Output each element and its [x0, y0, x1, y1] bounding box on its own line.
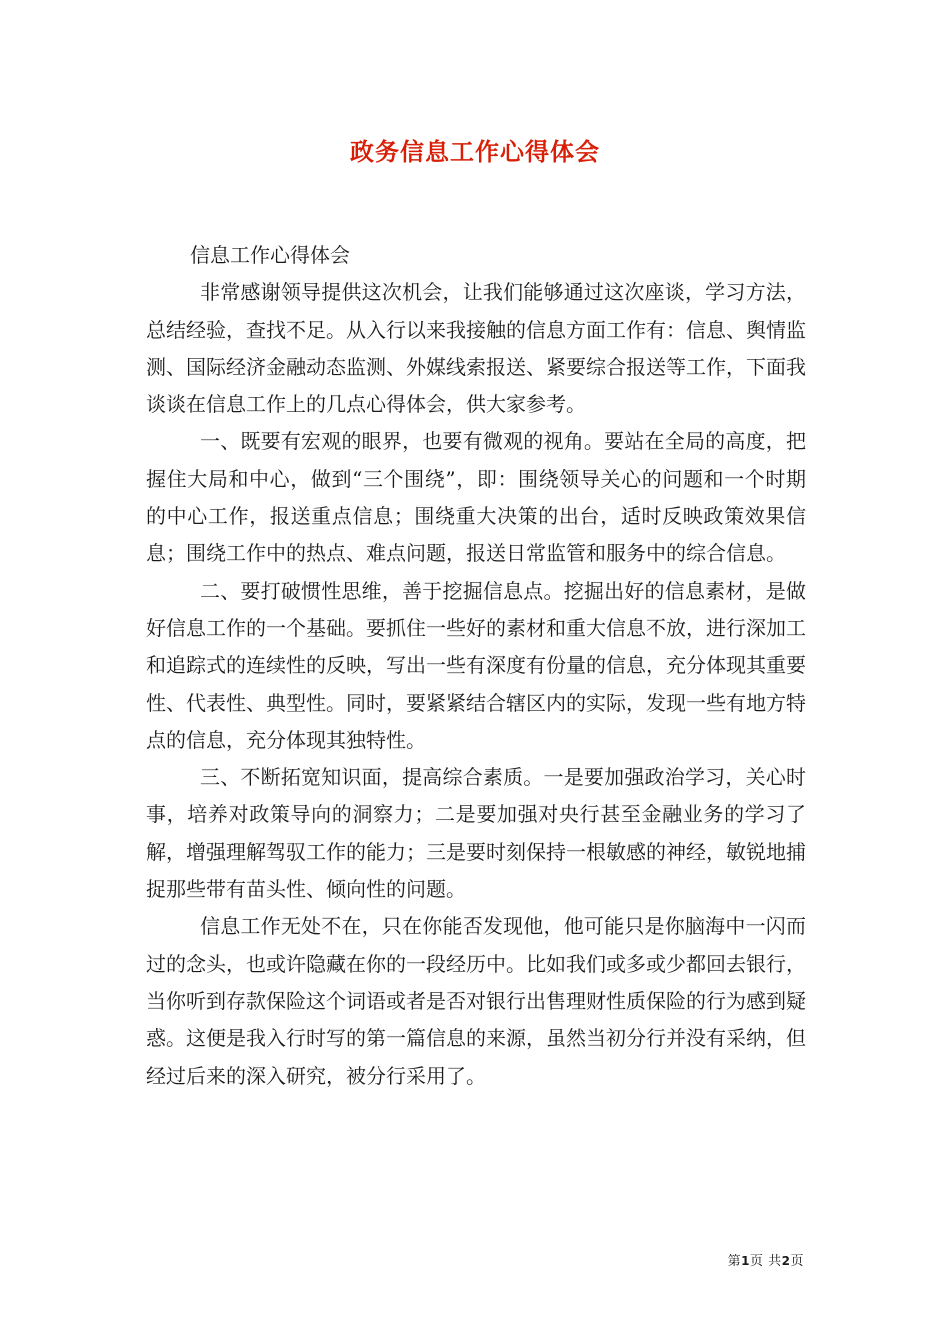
- document-title: 政务信息工作心得体会: [350, 137, 600, 166]
- footer-suffix: 页: [790, 1254, 804, 1269]
- paragraph-point-three: 三、不断拓宽知识面，提高综合素质。一是要加强政治学习，关心时事，培养对政策导向的洞察力；二是要加强对央行甚至金融业务的学习了解，增强理解驾驭工作的能力；三是要时刻保持一根敏感的神经，敏锐地捕捉那些带有苗头性、倾向性的问题。: [146, 765, 806, 902]
- footer-middle: 页 共: [749, 1254, 782, 1269]
- document-subheading: 信息工作心得体会: [190, 243, 350, 267]
- paragraph-intro: 非常感谢领导提供这次机会，让我们能够通过这次座谈，学习方法，总结经验，查找不足。从入行以来我接触的信息方面工作有：信息、舆情监测、国际经济金融动态监测、外媒线索报送、紧要综合报送等工作，下面我谈谈在信息工作上的几点心得体会，供大家参考。: [146, 280, 806, 417]
- current-page-number: 1: [741, 1254, 750, 1268]
- paragraph-point-one: 一、既要有宏观的眼界，也要有微观的视角。要站在全局的高度，把握住大局和中心，做到“三个围绕”，即：围绕领导关心的问题和一个时期的中心工作，报送重点信息；围绕重大决策的出台，适时反映政策效果信息；围绕工作中的热点、难点问题，报送日常监管和服务中的综合信息。: [146, 429, 806, 566]
- page-number-footer: [728, 1250, 804, 1269]
- paragraph-conclusion: 信息工作无处不在，只在你能否发现他，他可能只是你脑海中一闪而过的念头，也或许隐藏在你的一段经历中。比如我们或多或少都回去银行，当你听到存款保险这个词语或者是否对银行出售理财性质保险的行为感到疑惑。这便是我入行时写的第一篇信息的来源，虽然当初分行并没有采纳，但经过后来的深入研究，被分行采用了。: [146, 914, 806, 1088]
- footer-prefix: 第: [727, 1254, 742, 1269]
- document-body: [146, 237, 806, 1095]
- paragraph-point-two: 二、要打破惯性思维，善于挖掘信息点。挖掘出好的信息素材，是做好信息工作的一个基础。要抓住一些好的素材和重大信息不放，进行深加工和追踪式的连续性的反映，写出一些有深度有份量的信息，充分体现其重要性、代表性、典型性。同时，要紧紧结合辖区内的实际，发现一些有地方特点的信息，充分体现其独特性。: [146, 578, 806, 752]
- total-pages-number: 2: [781, 1254, 791, 1268]
